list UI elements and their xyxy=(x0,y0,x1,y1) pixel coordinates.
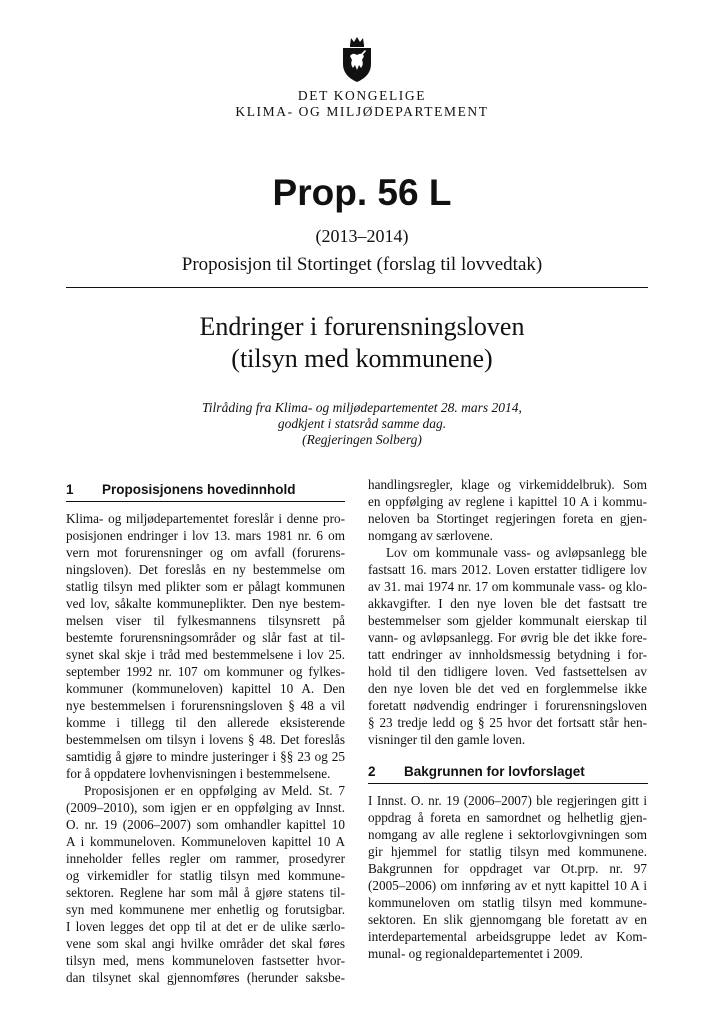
body-line: samtidig å gjøre to mindre justeringer i §§ 23 og 25 xyxy=(66,749,345,764)
body-line: O. nr. 19 (2006–2007) som omhandler kapittel 10 xyxy=(66,817,345,832)
section-2-heading xyxy=(368,764,647,779)
body-line: gir hjemmel for statlig tilsyn med kommunene. xyxy=(368,844,647,859)
body-line: sektoren. En slik gjennomgang ble foretatt av en xyxy=(368,912,647,927)
body-line: oppdrag å foreta en samordnet og helhetlig gjen- xyxy=(368,810,647,825)
body-line: synet skal skje i tråd med bestemmelsene i lov 25. xyxy=(66,647,345,662)
body-line: munal- og regionaldepartementet i 2009. xyxy=(368,946,583,961)
body-line: for å oppdatere lovhenvisningen i bestemmelsene. xyxy=(66,766,331,781)
section-1-number: 1 xyxy=(66,482,74,497)
recommendation-line-1: Tilråding fra Klima- og miljødepartementet 28. mars 2014, xyxy=(202,400,522,415)
body-line: den nye loven ble det ved en forglemmelse ikke xyxy=(368,681,647,696)
body-line: foretatt nødvendig endringer i forurensningsloven xyxy=(368,698,647,713)
section-2-body xyxy=(368,792,647,962)
body-line: tilsyn med, mens kommuneloven fastsetter hvor- xyxy=(66,953,345,968)
section-2-title: Bakgrunnen for lovforslaget xyxy=(404,764,585,779)
proposition-subtitle: Proposisjon til Stortinget (forslag til lovvedtak) xyxy=(181,254,543,275)
body-line: kommuner (kommuneloven) kapittel 10 A. Den xyxy=(66,681,345,696)
body-line: bestemmelser som gjelder kommunalt eierskap til xyxy=(368,613,647,628)
body-line: statlig tilsyn med plikter som er pålagt kommunen xyxy=(66,579,345,594)
body-line: vern mot forurensninger og om avfall (forurens- xyxy=(66,545,345,560)
body-line: sektoren. Reglene har som mål å gjøre statens til- xyxy=(66,885,345,900)
section-1-continuation xyxy=(368,476,647,748)
body-line: akkavgifter. I den nye loven ble det fastsatt tre xyxy=(368,596,647,611)
document-title-line-1: Endringer i forurensningsloven xyxy=(199,312,525,341)
body-line: vene som skal angi hvilke områder det skal føres xyxy=(66,936,345,951)
body-line: posisjonen endringer i lov 13. mars 1981 nr. 6 om xyxy=(66,528,345,543)
body-line: handlingsregler, klage og virkemiddelbruk). Som xyxy=(368,477,647,492)
body-line: nye bestemmelsen i forurensningsloven § 48 a vil xyxy=(66,698,345,713)
body-line: Proposisjonen er en oppfølging av Meld. St. 7 xyxy=(84,783,345,798)
body-line: kommuneloven om statlig tilsyn med kommune- xyxy=(368,895,647,910)
body-line: nomgang av alle reglene i sektorlovgivningen som xyxy=(368,827,647,842)
body-line: I loven legges det opp til at det er de ulike særlo- xyxy=(66,919,345,934)
body-line: Lov om kommunale vass- og avløpsanlegg ble xyxy=(386,545,647,560)
body-line: § 23 tredje ledd og § 25 hvor det fortsatt står hen- xyxy=(368,715,647,730)
recommendation-line-2: godkjent i statsråd samme dag. xyxy=(277,416,447,431)
proposition-number: Prop. 56 L xyxy=(272,172,452,213)
body-line: (2005–2006) om innføring av et nytt kapittel 10 A i xyxy=(368,878,647,893)
body-line: tatt endringer av innholdsmessig betydning i for- xyxy=(368,647,647,662)
session-years: (2013–2014) xyxy=(315,226,409,246)
body-line: komme i tillegg til den allerede eksisterende xyxy=(66,715,345,730)
body-line: nomgang av særlovene. xyxy=(368,528,493,543)
body-line: syn med kommunene mer enhetlig og forutsigbar. xyxy=(66,902,345,917)
section-2-number: 2 xyxy=(368,764,376,779)
body-line: fastsatt 16. mars 2012. Loven erstatter tidligere lov xyxy=(368,562,647,577)
coat-of-arms-icon xyxy=(337,34,377,84)
section-2-rule xyxy=(368,783,648,784)
body-line: Klima- og miljødepartementet foreslår i denne pro- xyxy=(66,511,345,526)
section-1-body xyxy=(66,510,345,986)
recommendation-line-3: (Regjeringen Solberg) xyxy=(302,432,422,447)
body-line: av 31. mai 1974 nr. 17 om kommunale vass- og klo- xyxy=(368,579,647,594)
body-line: ningsloven). Det foreslås en ny bestemmelse om xyxy=(66,562,345,577)
body-line: bestemmelsen om tilsyn i lovens § 48. Det foreslås xyxy=(66,732,345,747)
body-line: inneholder felles regler om rammer, prosedyrer xyxy=(66,851,345,866)
body-line: neloven ba Stortinget regjeringen foreta en gjen- xyxy=(368,511,647,526)
ministry-line-1: DET KONGELIGE xyxy=(297,88,427,103)
body-line: ved lov, såkalte kommuneplikter. Den nye bestem- xyxy=(66,596,345,611)
body-line: Bakgrunnen for oppdraget var Ot.prp. nr. 97 xyxy=(368,861,647,876)
body-line: A i kommuneloven. Kommuneloven kapittel 10 A xyxy=(66,834,345,849)
body-line: I Innst. O. nr. 19 (2006–2007) ble regjeringen gitt i xyxy=(368,793,647,808)
body-line: dan tilsynet skal gjennomføres (herunder saksbe- xyxy=(66,970,345,985)
document-title-line-2: (tilsyn med kommunene) xyxy=(231,344,493,373)
body-line: september 1992 nr. 107 om kommuner og fylkes- xyxy=(66,664,345,679)
body-line: en oppfølging av reglene i kapittel 10 A i kommu- xyxy=(368,494,647,509)
section-1-title: Proposisjonens hovedinnhold xyxy=(102,482,296,497)
body-line: hold til den tidligere loven. Ved fastsettelsen av xyxy=(368,664,647,679)
body-line: bestemte forurensningsområder og slår fast at til- xyxy=(66,630,345,645)
body-line: og virkemidler for statlig tilsyn med kommune- xyxy=(66,868,345,883)
section-1-heading xyxy=(66,482,345,497)
body-line: visninger til den gamle loven. xyxy=(368,732,526,747)
body-line: interdepartemental arbeidsgruppe ledet av Kom- xyxy=(368,929,647,944)
title-divider xyxy=(66,287,648,288)
ministry-line-2: KLIMA- OG MILJØDEPARTEMENT xyxy=(235,104,489,119)
body-line: (2009–2010), som igjen er en oppfølging av Innst. xyxy=(66,800,345,815)
body-line: vann- og avløpsanlegg. For øvrig ble det ikke fore- xyxy=(368,630,647,645)
body-line: melsen viser til fylkesmannens tilsynsrett på xyxy=(66,613,345,628)
section-1-rule xyxy=(66,501,345,502)
